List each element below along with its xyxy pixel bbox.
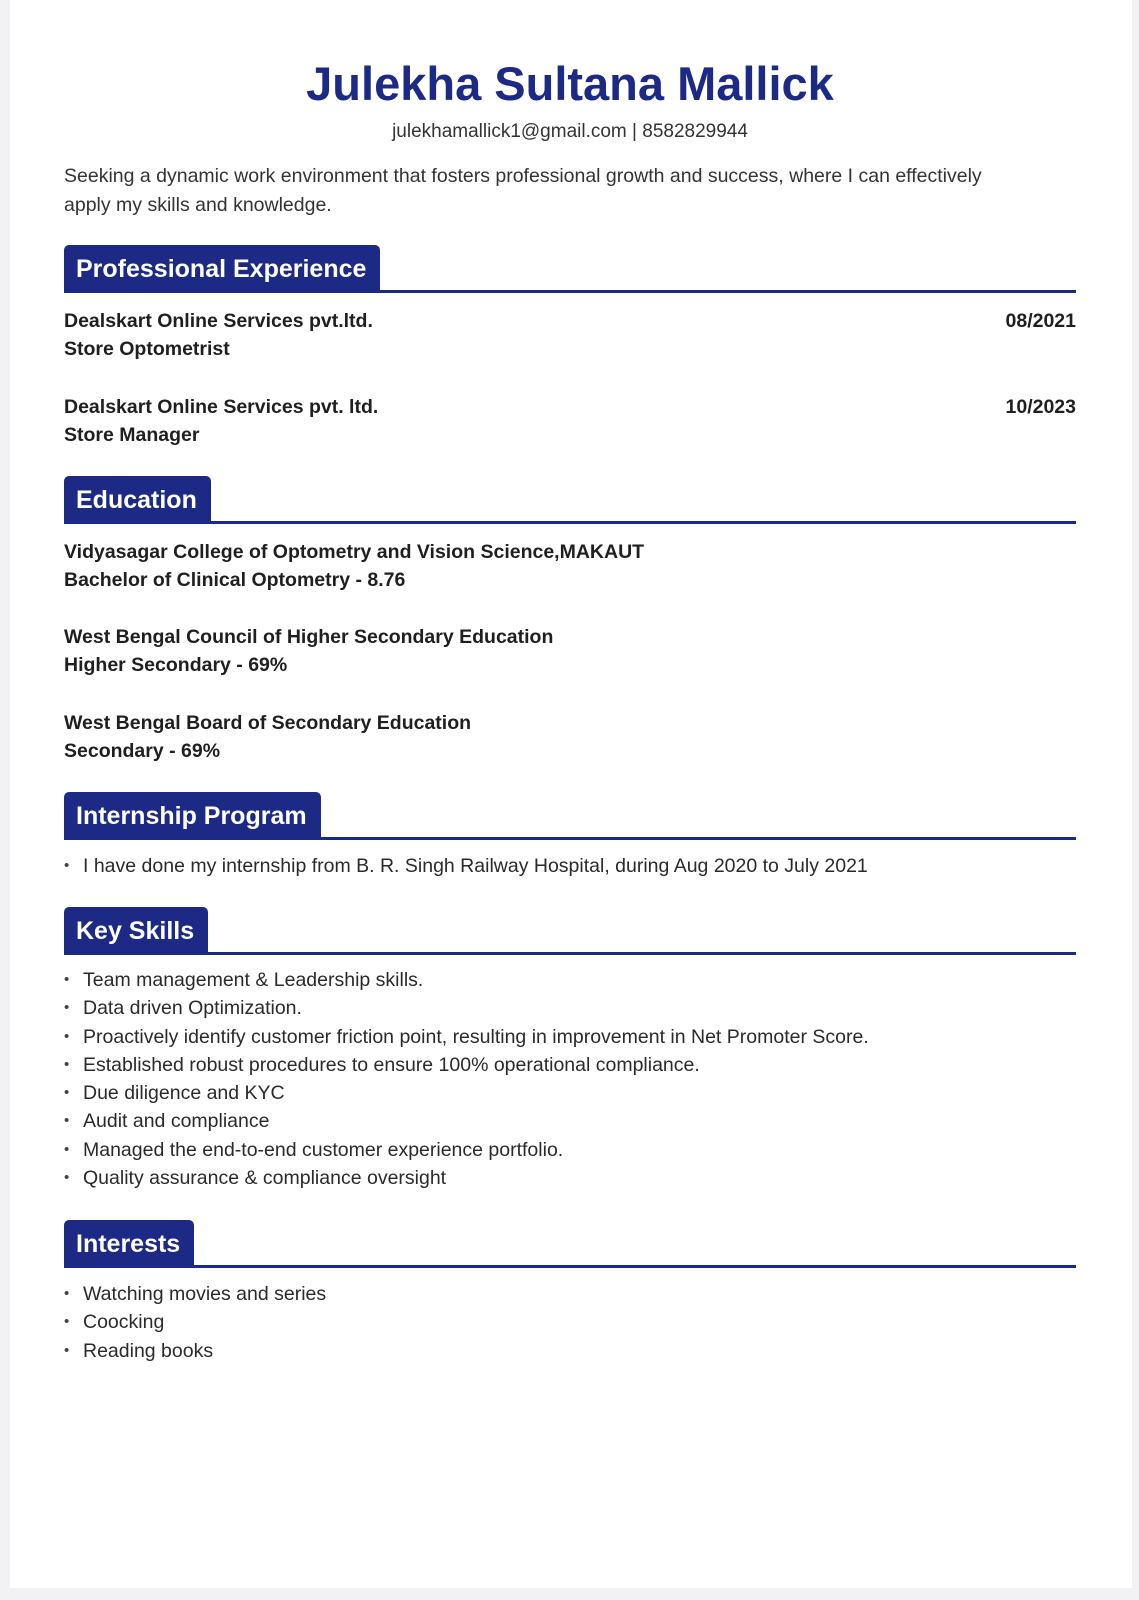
section-title: Internship Program	[64, 792, 321, 837]
education-entry	[64, 623, 1076, 679]
list-item: • Reading books	[64, 1337, 1076, 1365]
institution-name: West Bengal Board of Secondary Education	[64, 712, 472, 734]
list-item: • Quality assurance & compliance oversight	[64, 1164, 1076, 1192]
degree-result: Secondary - 69%	[64, 740, 221, 762]
section-divider	[64, 952, 1076, 955]
institution-name: West Bengal Council of Higher Secondary Education	[64, 626, 554, 648]
education-entry	[64, 709, 1076, 765]
education-entry	[64, 538, 1076, 594]
list-item: • Data driven Optimization.	[64, 994, 1076, 1022]
list-item: • Coocking	[64, 1308, 1076, 1336]
experience-entry	[64, 307, 1076, 363]
section-divider	[64, 521, 1076, 524]
list-item: • Proactively identify customer friction point, resulting in improvement in Net Promoter Score.	[64, 1023, 1076, 1051]
list-item: • Due diligence and KYC	[64, 1079, 1076, 1107]
degree-result: Bachelor of Clinical Optometry - 8.76	[64, 569, 406, 591]
employment-date: 08/2021	[1005, 310, 1076, 332]
section-header-interests	[64, 1220, 1076, 1268]
section-title: Key Skills	[64, 907, 208, 952]
resume-page	[10, 0, 1132, 1588]
job-role: Store Manager	[64, 424, 200, 446]
section-title: Education	[64, 476, 211, 521]
company-name: Dealskart Online Services pvt. ltd.	[64, 396, 379, 418]
section-header-internship	[64, 792, 1076, 840]
list-item: • Managed the end-to-end customer experience portfolio.	[64, 1136, 1076, 1164]
list-item: • Audit and compliance	[64, 1107, 1076, 1135]
employment-date: 10/2023	[1005, 396, 1076, 418]
section-divider	[64, 290, 1076, 293]
company-name: Dealskart Online Services pvt.ltd.	[64, 310, 373, 332]
section-divider	[64, 1265, 1076, 1268]
section-divider	[64, 837, 1076, 840]
list-item: • I have done my internship from B. R. Singh Railway Hospital, during Aug 2020 to July 2021	[64, 852, 1076, 880]
list-item: • Established robust procedures to ensure 100% operational compliance.	[64, 1051, 1076, 1079]
candidate-name: Julekha Sultana Mallick	[306, 57, 834, 110]
internship-list	[64, 852, 1076, 880]
section-title: Interests	[64, 1220, 194, 1265]
career-objective: Seeking a dynamic work environment that fosters professional growth and success, where I can effectively apply my skills and knowledge.	[64, 165, 982, 216]
job-role: Store Optometrist	[64, 338, 230, 360]
experience-entry	[64, 393, 1076, 449]
skills-list	[64, 966, 1076, 1192]
degree-result: Higher Secondary - 69%	[64, 654, 288, 676]
list-item: • Watching movies and series	[64, 1280, 1076, 1308]
section-header-education	[64, 476, 1076, 524]
contact-info: julekhamallick1@gmail.com | 8582829944	[392, 121, 748, 142]
institution-name: Vidyasagar College of Optometry and Vision Science,MAKAUT	[64, 541, 645, 563]
section-title: Professional Experience	[64, 245, 380, 290]
section-header-experience	[64, 245, 1076, 293]
interests-list	[64, 1280, 1076, 1365]
list-item: • Team management & Leadership skills.	[64, 966, 1076, 994]
section-header-skills	[64, 907, 1076, 955]
